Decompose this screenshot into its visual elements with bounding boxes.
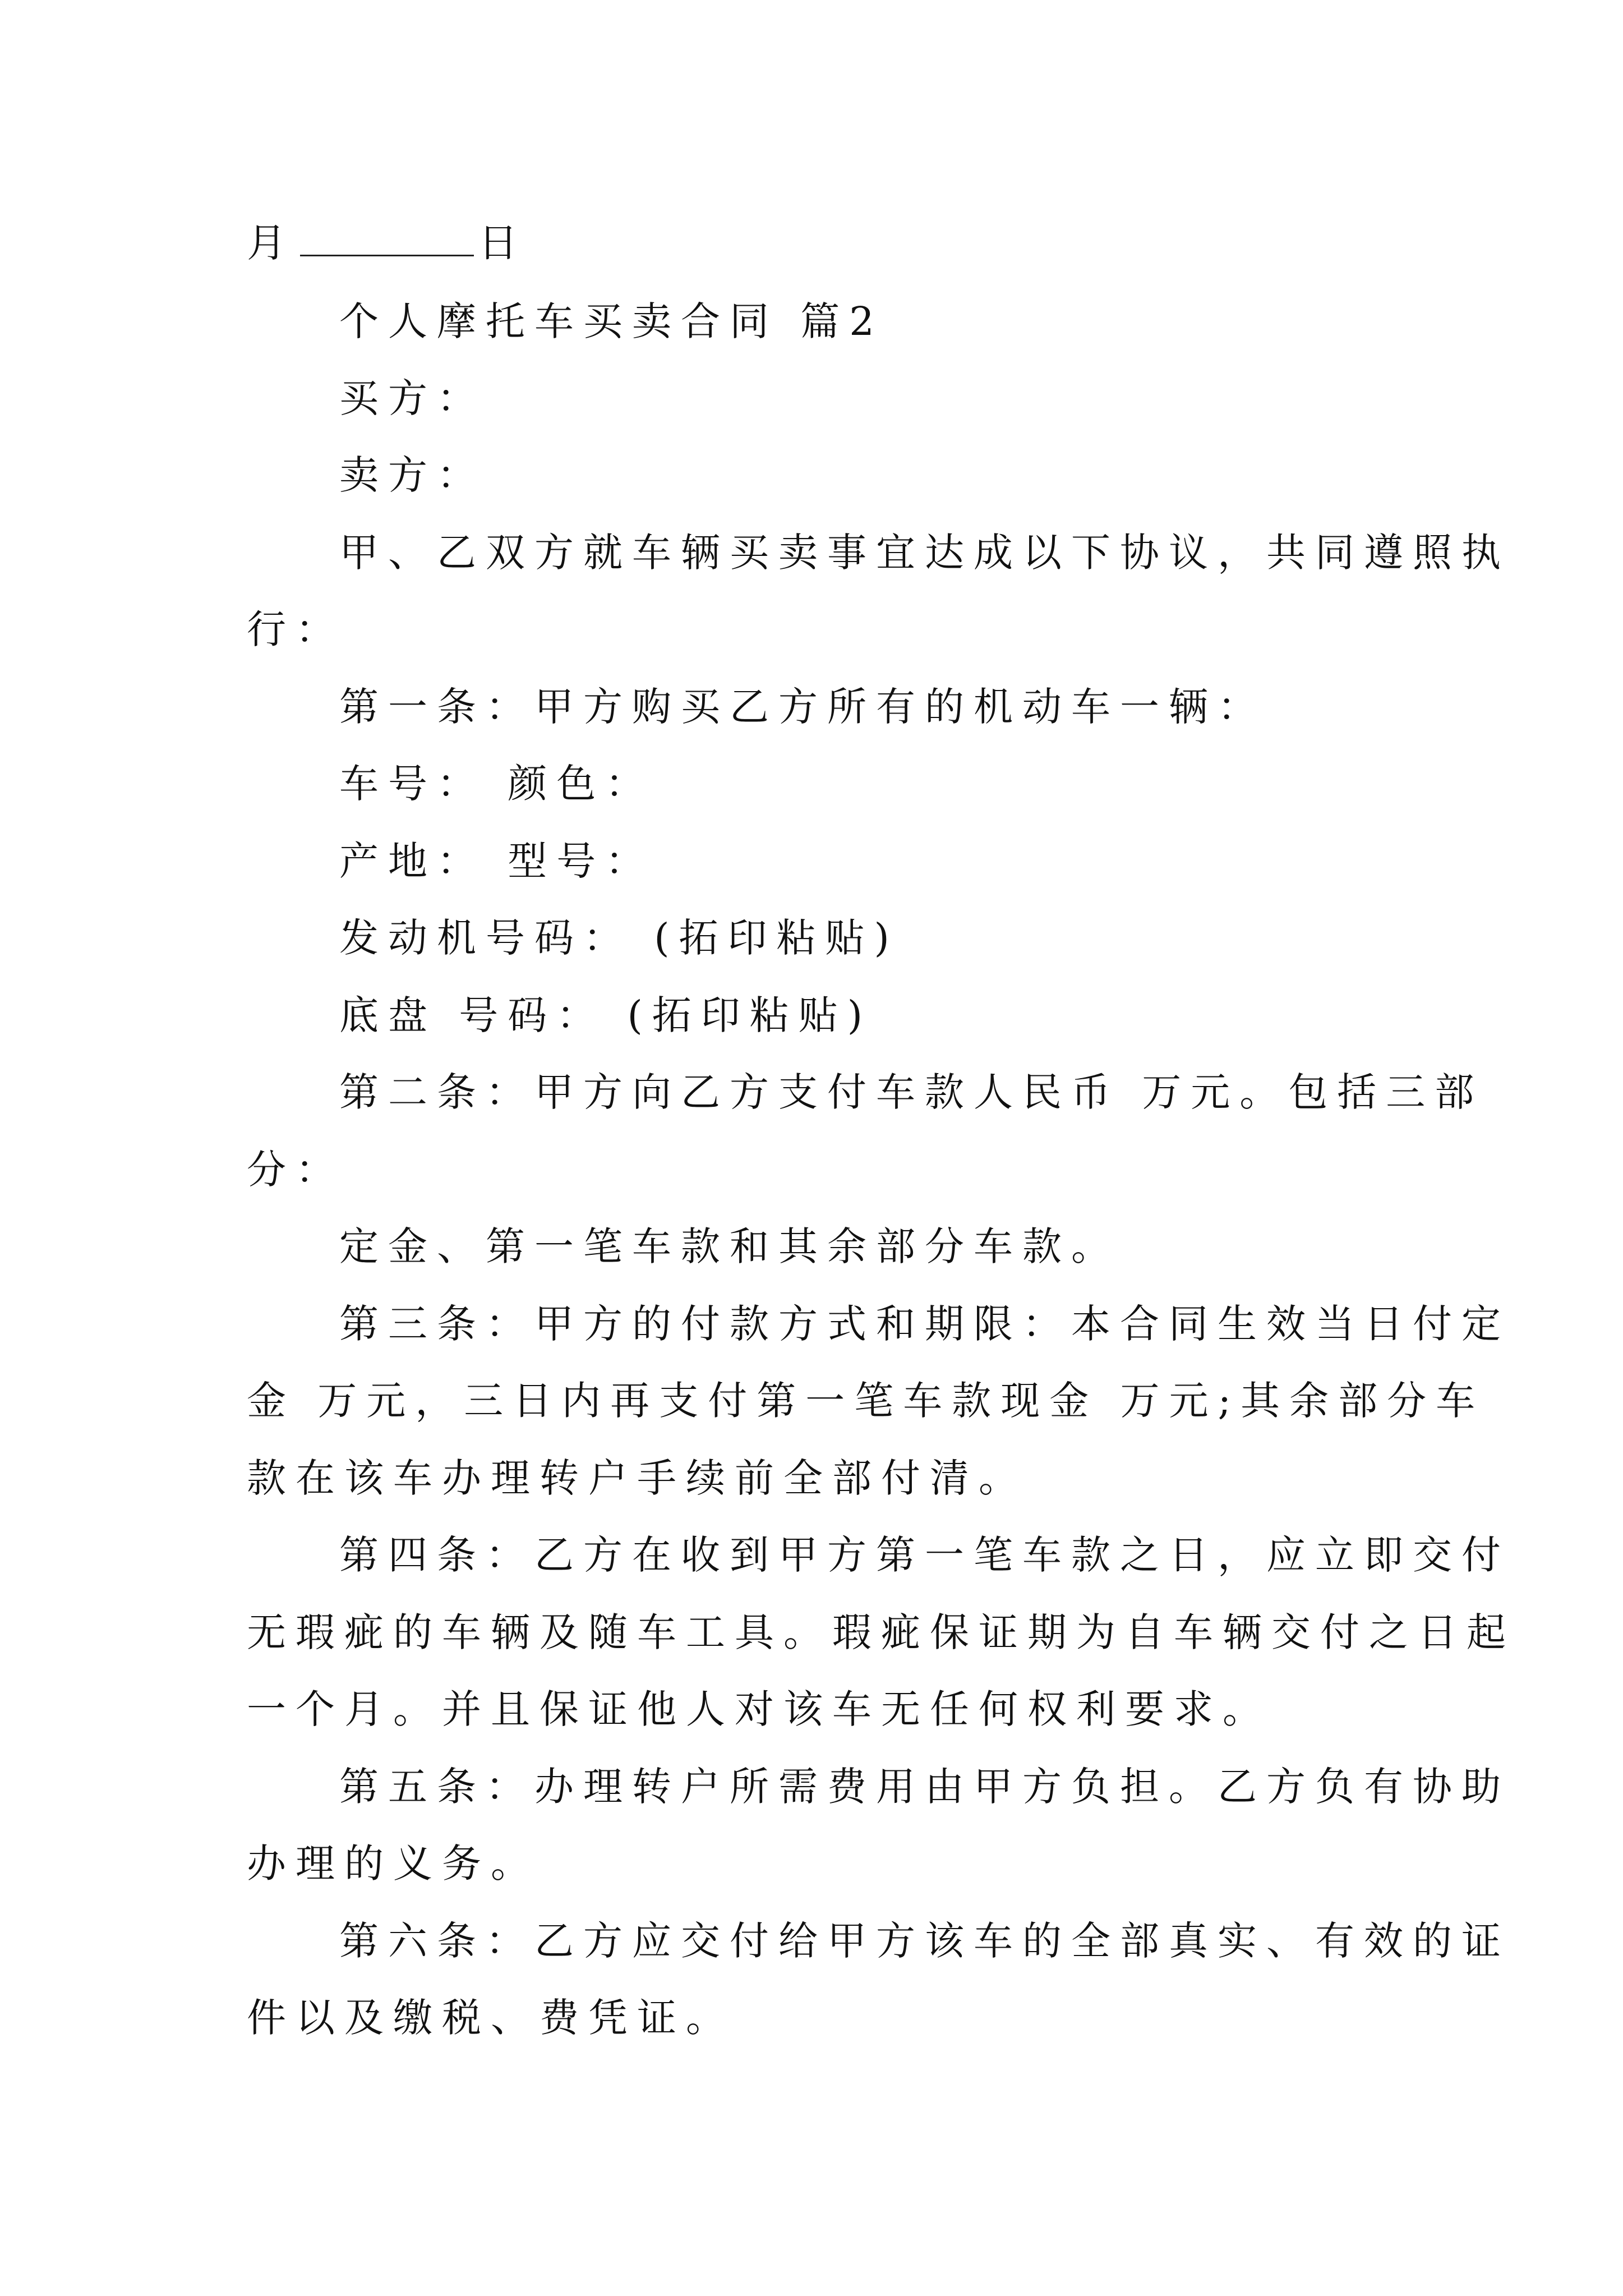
article-3-line-3: 款在该车办理转户手续前全部付清。 <box>247 1455 1027 1501</box>
preamble-line-1: 甲、乙双方就车辆买卖事宜达成以下协议，共同遵照执 <box>339 530 1510 576</box>
article-3-line-2: 金 万元，三日内再支付第一笔车款现金 万元;其余部分车 <box>247 1378 1485 1424</box>
article-4-line-3: 一个月。并且保证他人对该车无任何权利要求。 <box>247 1686 1271 1732</box>
payment-parts-line: 定金、第一笔车款和其余部分车款。 <box>339 1223 1120 1269</box>
article-2-line-1: 第二条：甲方向乙方支付车款人民币 万元。包括三部 <box>339 1069 1484 1115</box>
origin-model-line: 产地： 型号： <box>339 838 654 884</box>
date-line <box>247 218 1391 268</box>
article-4-line-2: 无瑕疵的车辆及随车工具。瑕疵保证期为自车辆交付之日起 <box>247 1609 1515 1655</box>
seller-line: 卖方： <box>339 452 486 498</box>
buyer-line: 买方： <box>339 375 486 421</box>
article-5-line-2: 办理的义务。 <box>247 1841 540 1887</box>
section-title: 个人摩托车买卖合同 篇2 <box>339 298 884 344</box>
plate-color-line: 车号： 颜色： <box>339 761 654 807</box>
day-label: 日 <box>478 220 527 266</box>
article-1-line: 第一条：甲方购买乙方所有的机动车一辆： <box>339 684 1266 730</box>
date-blank-underline <box>300 251 474 256</box>
article-6-line-2: 件以及缴税、费凭证。 <box>247 1995 735 2041</box>
article-4-line-1: 第四条：乙方在收到甲方第一笔车款之日，应立即交付 <box>339 1532 1510 1578</box>
article-6-line-1: 第六条：乙方应交付给甲方该车的全部真实、有效的证 <box>339 1918 1510 1964</box>
article-5-line-1: 第五条：办理转户所需费用由甲方负担。乙方负有协助 <box>339 1764 1510 1810</box>
article-3-line-1: 第三条：甲方的付款方式和期限：本合同生效当日付定 <box>339 1301 1510 1347</box>
month-label: 月 <box>247 220 296 266</box>
article-2-line-2: 分： <box>247 1147 344 1193</box>
chassis-number-line: 底盘 号码： (拓印粘贴) <box>339 992 873 1038</box>
preamble-line-2: 行： <box>247 606 344 652</box>
engine-number-line: 发动机号码： (拓印粘贴) <box>339 915 899 961</box>
